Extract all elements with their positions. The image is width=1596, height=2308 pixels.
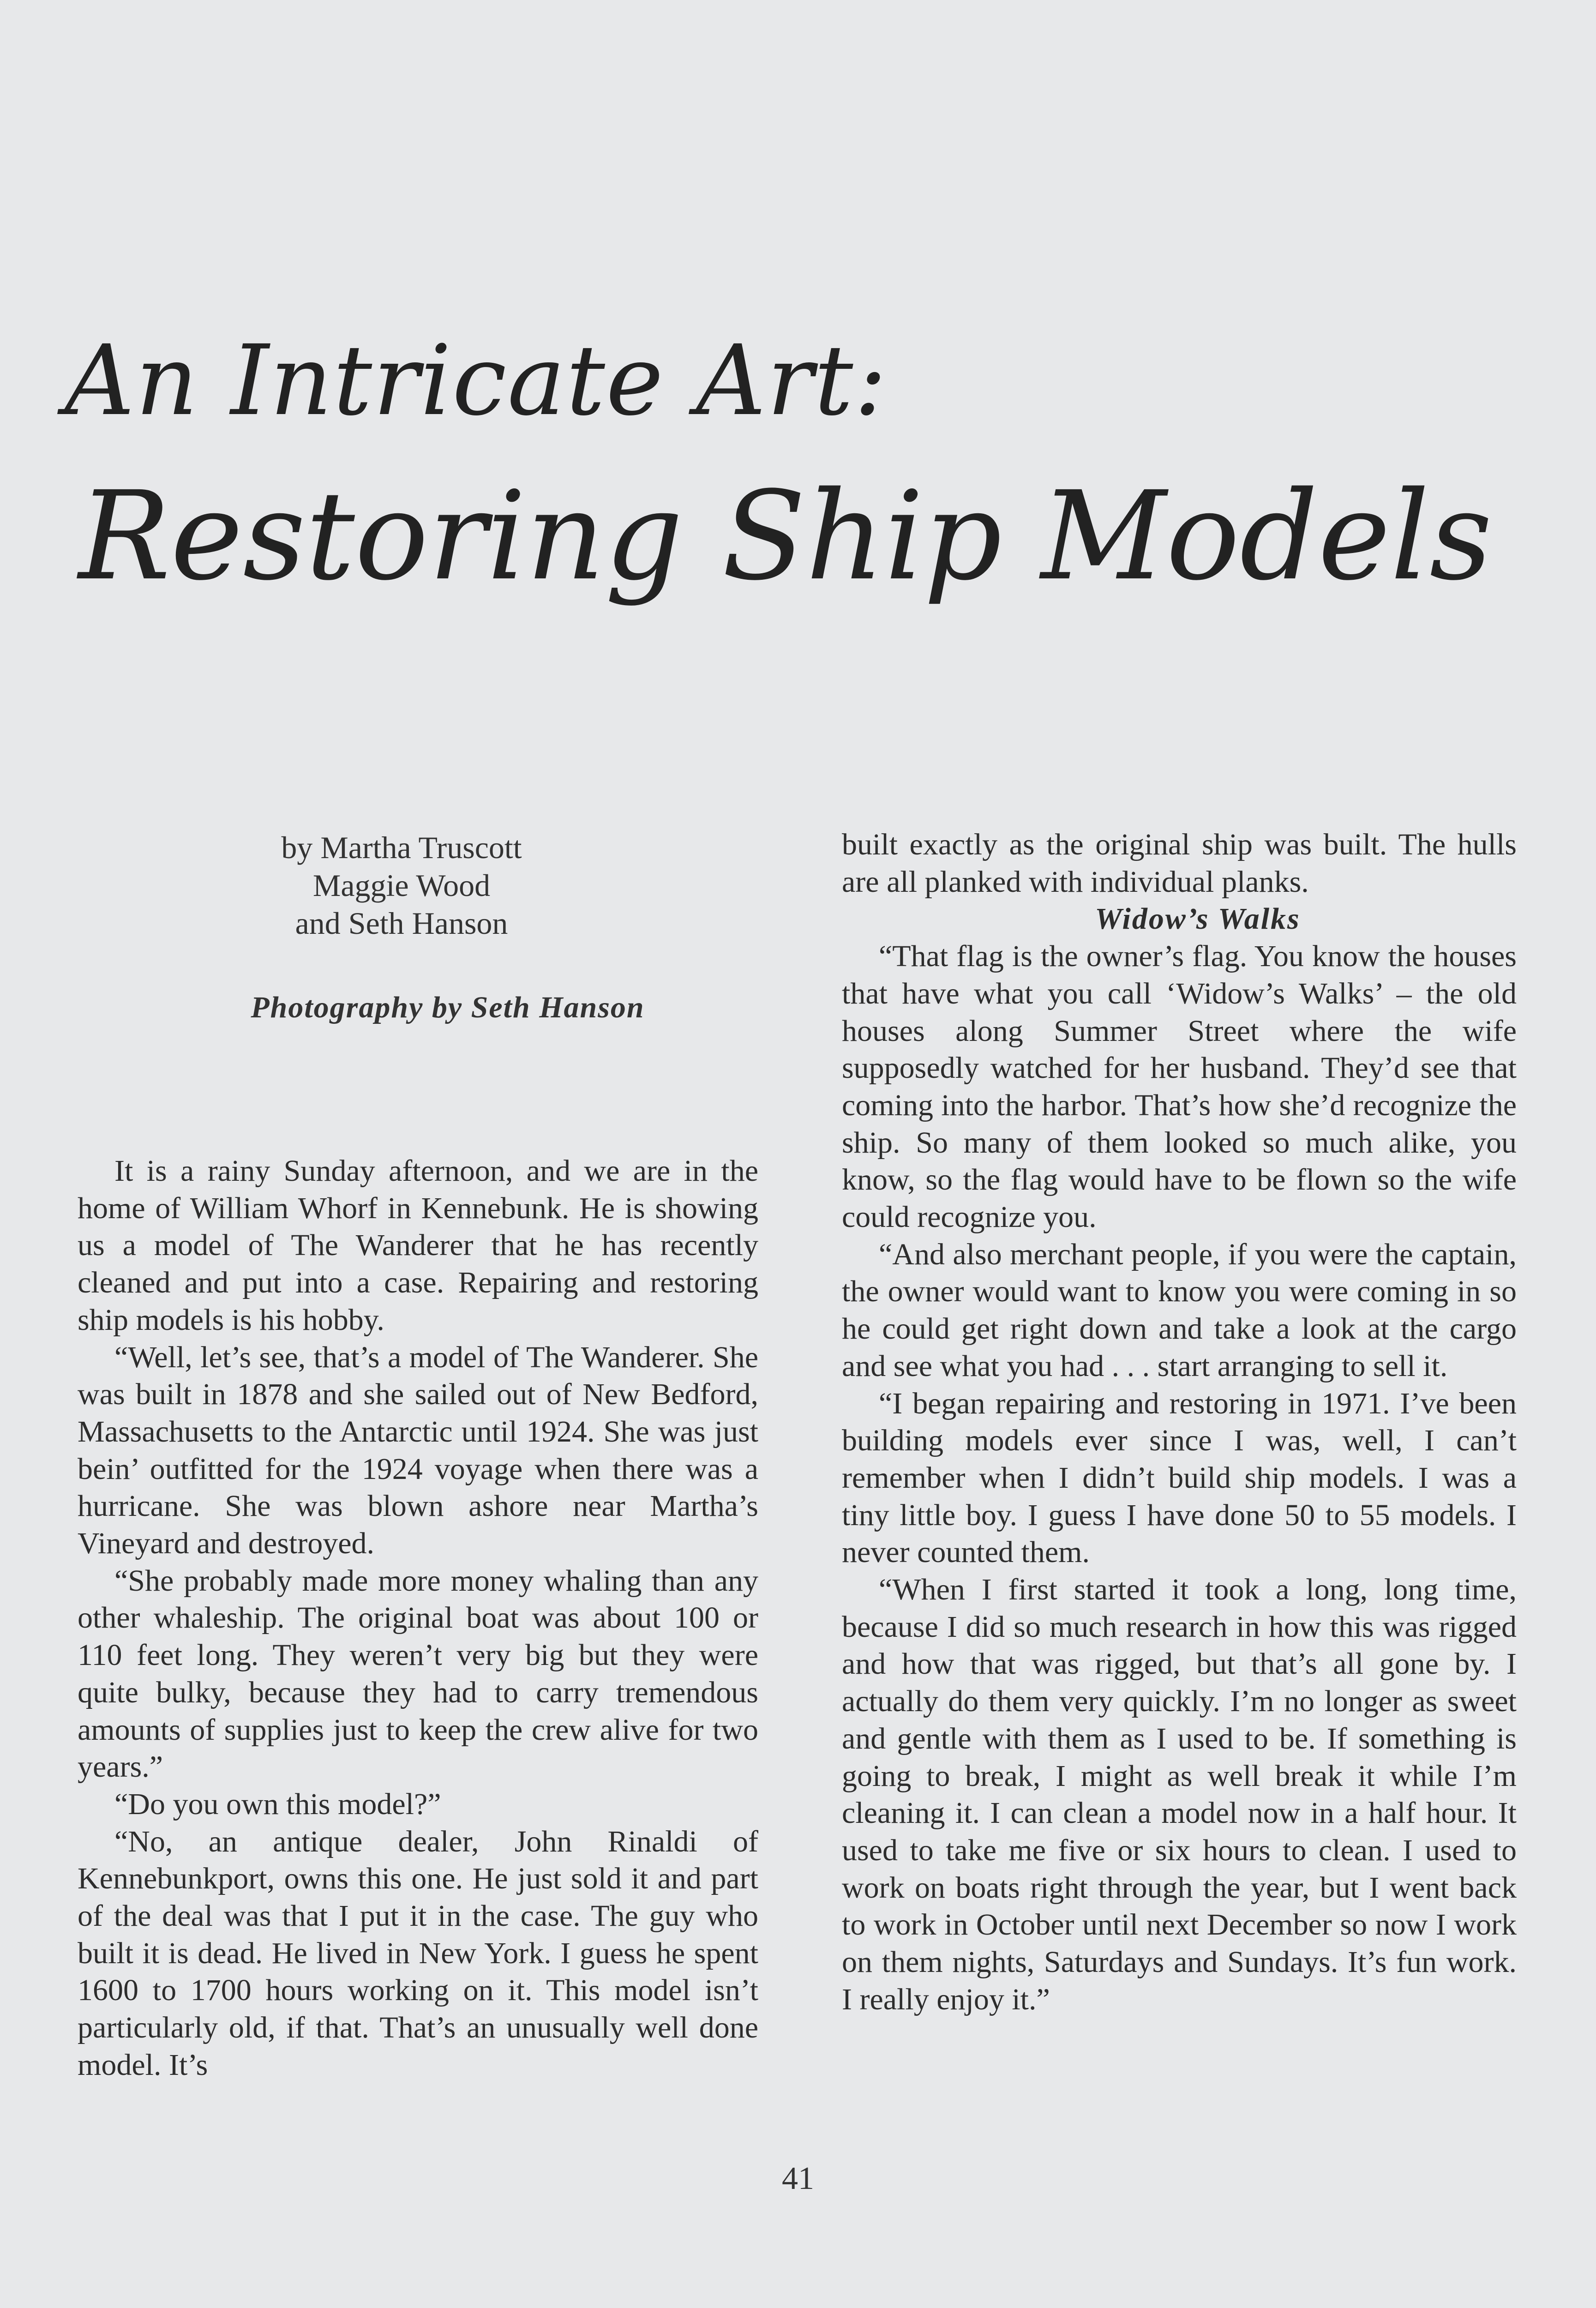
article-title-line-2: Restoring Ship Models	[78, 465, 1493, 607]
paragraph: “And also merchant people, if you were the captain, the owner would want to know you were coming in so he could get right down and take a look at the cargo and see what you had . . . start arranging to sell it.	[842, 1237, 1517, 1383]
byline-line: and Seth Hanson	[295, 906, 508, 941]
right-column	[842, 826, 1517, 2019]
paragraph: It is a rainy Sunday afternoon, and we are in the home of William Whorf in Kennebunk. He is showing us a model of The Wanderer that he has recently cleaned and put into a case. Repairing and restoring ship models is his hobby.	[78, 1154, 758, 1337]
page-number: 41	[782, 2161, 814, 2196]
left-column	[78, 1153, 758, 2084]
byline-line: Maggie Wood	[312, 868, 491, 903]
article-title-line-1: An Intricate Art:	[65, 324, 888, 437]
paragraph: “That flag is the owner’s flag. You know the houses that have what you call ‘Widow’s Walks’ – the old houses along Summer Street where the wife supposedly watched for her husband. They’d see that coming into the harbor. That’s how she’d recognize the ship. So many of them looked so much alike, you know, so the flag would have to be flown so the wife could recognize you.	[842, 939, 1517, 1234]
paragraph: built exactly as the original ship was built. The hulls are all planked with individual planks.	[842, 828, 1517, 899]
byline-line: by Martha Truscott	[281, 830, 522, 865]
byline	[222, 829, 582, 942]
photo-credit: Photography by Seth Hanson	[251, 991, 645, 1024]
paragraph: “She probably made more money whaling than any other whaleship. The original boat was about 100 or 110 feet long. They weren’t very big but they were quite bulky, because they had to carry tremendous amounts of supplies just to keep the crew alive for two years.”	[78, 1563, 758, 1784]
paragraph: “I began repairing and restoring in 1971. I’ve been building models ever since I was, well, I can’t remember when I didn’t build ship models. I was a tiny little boy. I guess I have done 50 to 55 models. I never counted them.	[842, 1386, 1517, 1569]
section-subhead: Widow’s Walks	[1095, 902, 1301, 936]
paragraph: “Well, let’s see, that’s a model of The Wanderer. She was built in 1878 and she sailed out of New Bedford, Massachusetts to the Antarctic until 1924. She was just bein’ outfitted for the 1924 voyage when there was a hurricane. She was blown ashore near Martha’s Vineyard and destroyed.	[78, 1340, 758, 1561]
paragraph: “Do you own this model?”	[114, 1787, 441, 1821]
paragraph: “When I first started it took a long, long time, because I did so much research in how this was rigged and how that was rigged, but that’s all gone by. I actually do them very quickly. I’m no longer as sweet and gentle with them as I used to be. If something is going to break, I might as well break it while I’m cleaning it. I can clean a model now in a half hour. It used to take me five or six hours to clean. I used to work on boats right through the year, but I went back to work in October until next December so now I work on them nights, Saturdays and Sundays. It’s fun work. I really enjoy it.”	[842, 1573, 1517, 2016]
paragraph: “No, an antique dealer, John Rinaldi of Kennebunkport, owns this one. He just sold it and part of the deal was that I put it in the case. The guy who built it is dead. He lived in New York. I guess he spent 1600 to 1700 hours working on it. This model isn’t particularly old, if that. That’s an unusually well done model. It’s	[78, 1824, 758, 2082]
